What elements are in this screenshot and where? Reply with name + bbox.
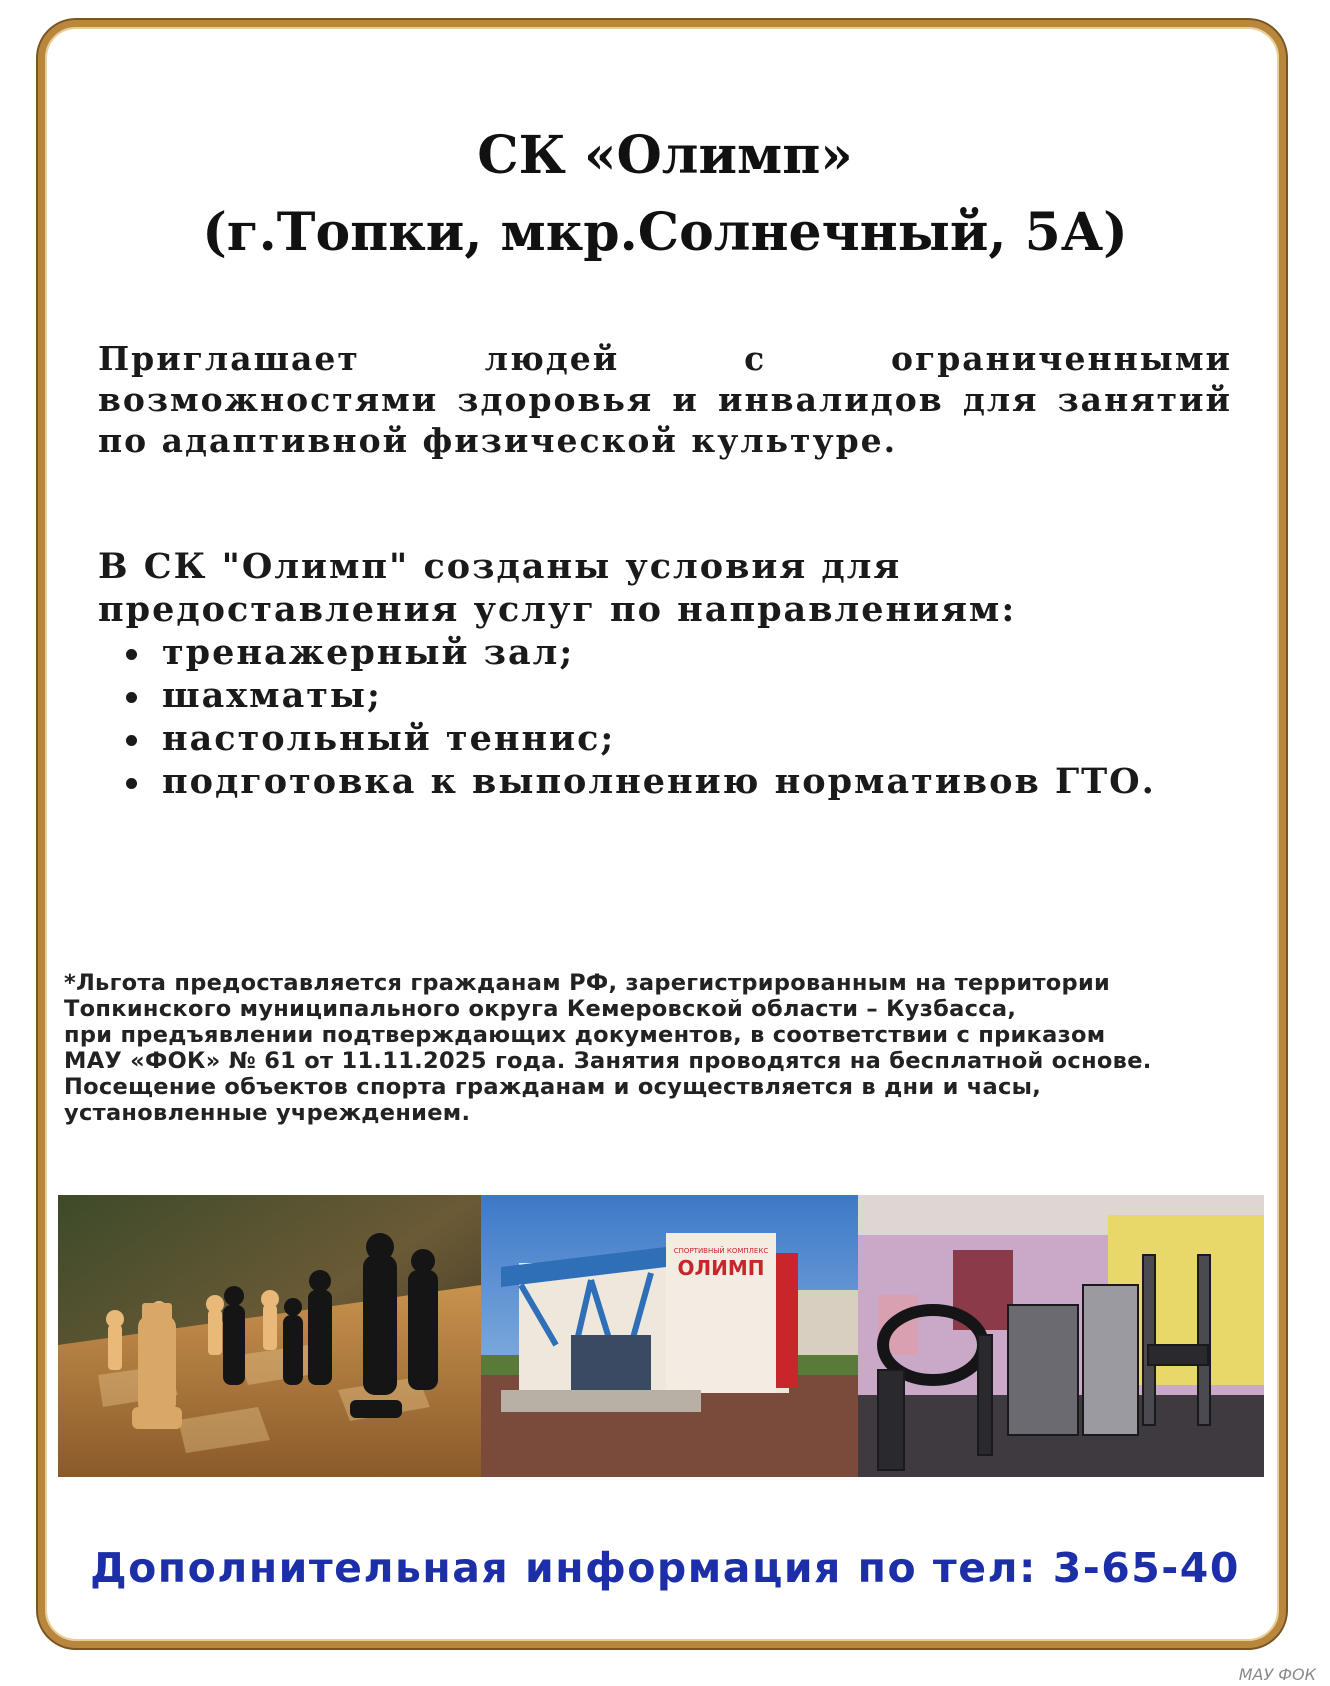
page-title: СК «Олимп»	[477, 125, 853, 186]
service-item-chess: шахматы;	[162, 674, 1232, 717]
note-line: установленные учреждением.	[64, 1100, 471, 1126]
service-item-gto: подготовка к выполнению нормативов ГТО.	[162, 760, 1232, 803]
address-subtitle: (г.Топки, мкр.Солнечный, 5А)	[202, 202, 1128, 263]
chess-photo	[58, 1195, 481, 1477]
service-item-table-tennis: настольный теннис;	[162, 717, 1232, 760]
note-line: Посещение объектов спорта гражданам и осуществляется в дни и часы,	[64, 1074, 1042, 1100]
building-sign: ОЛИМП	[677, 1256, 765, 1280]
benefit-note	[64, 970, 1274, 1126]
service-item-gym: тренажерный зал;	[162, 631, 1232, 674]
conditions-section	[98, 545, 1232, 803]
services-list	[98, 631, 1232, 803]
building-photo	[481, 1195, 858, 1477]
contact-phone-line: Дополнительная информация по тел: 3-65-40	[90, 1544, 1240, 1592]
note-line: при предъявлении подтверждающих документов, в соответствии с приказом	[64, 1022, 1106, 1048]
photo-strip	[58, 1195, 1264, 1477]
invite-paragraph: Приглашает людей с ограниченными возможностями здоровья и инвалидов для занятий по адаптивной физической культуре.	[98, 339, 1232, 460]
building-sign-caption: СПОРТИВНЫЙ КОМПЛЕКС	[673, 1247, 769, 1255]
note-line: МАУ «ФОК» № 61 от 11.11.2025 года. Занятия проводятся на бесплатной основе.	[64, 1048, 1152, 1074]
watermark: МАУ ФОК	[1238, 1665, 1316, 1684]
note-line: *Льгота предоставляется гражданам РФ, зарегистрированным на территории	[64, 970, 1111, 996]
note-line: Топкинского муниципального округа Кемеровской области – Кузбасса,	[64, 996, 1017, 1022]
gym-photo	[858, 1195, 1264, 1477]
conditions-intro: В СК "Олимп" созданы условия для предоставления услуг по направлениям:	[98, 546, 1017, 630]
